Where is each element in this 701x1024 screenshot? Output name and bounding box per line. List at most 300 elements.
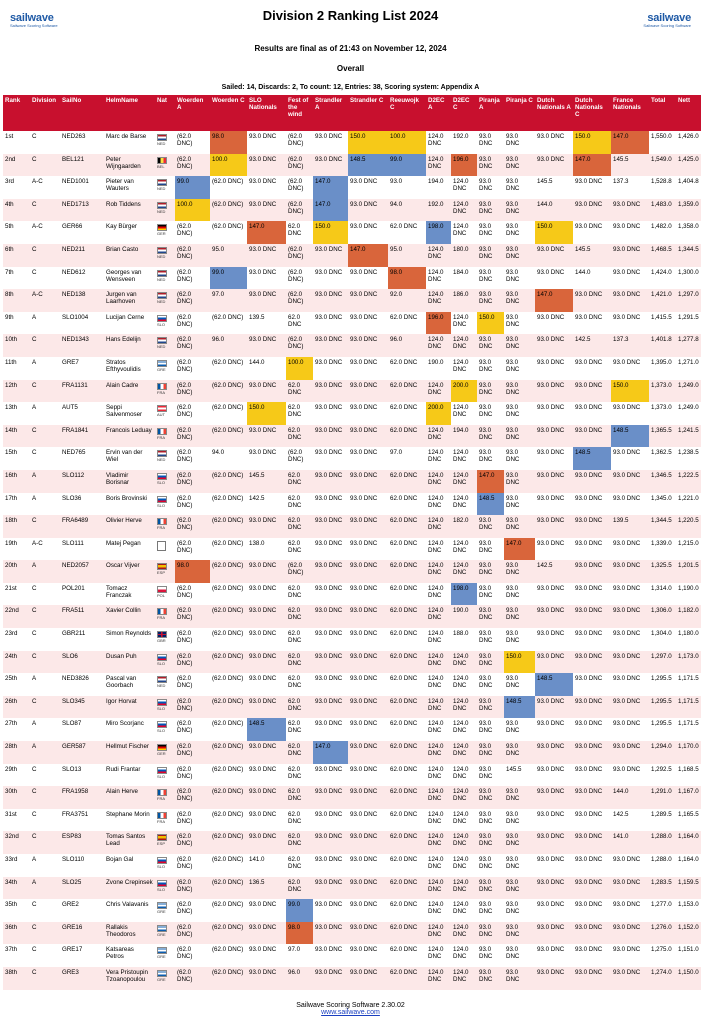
race-score-cell: 93.0 DNC xyxy=(313,831,348,854)
race-score-cell: 150.0 xyxy=(504,651,535,674)
table-row xyxy=(3,515,701,538)
flag-icon xyxy=(157,654,167,661)
helm-name-cell: Pascal van Goorbach xyxy=(104,673,155,696)
race-score-cell: (62.0 DNC) xyxy=(175,741,210,764)
race-score-cell: 99.0 xyxy=(388,154,426,177)
sail-number-cell: NED1343 xyxy=(60,334,104,357)
table-row xyxy=(3,944,701,967)
division-cell: A xyxy=(30,312,60,335)
race-score-cell: (62.0 DNC) xyxy=(175,854,210,877)
race-score-cell: 93.0 DNC xyxy=(477,764,504,787)
table-row xyxy=(3,402,701,425)
race-score-cell: 93.0 DNC xyxy=(535,922,573,945)
race-score-cell: 147.0 xyxy=(313,741,348,764)
race-score-cell: 98.0 xyxy=(210,131,247,154)
nation-code: SLO xyxy=(157,705,166,711)
race-score-cell: 93.0 DNC xyxy=(504,560,535,583)
ranking-body xyxy=(3,131,701,990)
rank-cell: 11th xyxy=(3,357,30,380)
race-score-cell: 93.0 DNC xyxy=(477,199,504,222)
race-score-cell: 93.0 DNC xyxy=(313,651,348,674)
race-score-cell: 93.0 DNC xyxy=(313,786,348,809)
race-score-cell: 93.0 DNC xyxy=(477,786,504,809)
race-score-cell: 124.0 DNC xyxy=(426,764,451,787)
race-score-cell: 93.0 DNC xyxy=(504,312,535,335)
sail-number-cell: NED2057 xyxy=(60,560,104,583)
division-cell: C xyxy=(30,380,60,403)
race-score-cell: 62.0 DNC xyxy=(286,877,313,900)
total-cell: 1,482.0 xyxy=(649,221,676,244)
race-score-cell: 93.0 DNC xyxy=(313,696,348,719)
race-score-cell: 93.0 DNC xyxy=(348,651,388,674)
table-row xyxy=(3,538,701,561)
race-score-cell: (62.0 DNC) xyxy=(210,470,247,493)
table-row xyxy=(3,447,701,470)
flag-icon xyxy=(157,496,167,503)
sail-number-cell: SLO112 xyxy=(60,470,104,493)
race-score-cell: (62.0 DNC) xyxy=(175,944,210,967)
nationality-cell xyxy=(155,718,175,741)
race-score-cell: 93.0 DNC xyxy=(611,357,649,380)
race-score-cell: 124.0 DNC xyxy=(451,221,477,244)
race-score-cell: 93.0 DNC xyxy=(313,809,348,832)
helm-name-cell: Simon Reynolds xyxy=(104,628,155,651)
race-score-cell: 93.0 DNC xyxy=(247,199,286,222)
race-score-cell: 93.0 DNC xyxy=(573,764,611,787)
race-score-cell: 93.0 DNC xyxy=(477,673,504,696)
race-score-cell: 93.0 DNC xyxy=(313,470,348,493)
race-score-cell: 124.0 DNC xyxy=(426,944,451,967)
race-score-cell: 93.0 DNC xyxy=(535,470,573,493)
rank-cell: 13th xyxy=(3,402,30,425)
race-score-cell: 93.0 DNC xyxy=(504,944,535,967)
nation-code: GER xyxy=(157,231,166,237)
race-score-cell: (62.0 DNC) xyxy=(210,944,247,967)
race-score-cell: 93.0 DNC xyxy=(348,718,388,741)
nation-code: AUT xyxy=(157,412,165,418)
race-score-cell: 148.5 xyxy=(504,696,535,719)
race-score-cell: 98.0 xyxy=(286,922,313,945)
race-score-cell: 62.0 DNC xyxy=(388,831,426,854)
total-cell: 1,306.0 xyxy=(649,605,676,628)
logo-text: sailwave xyxy=(10,12,54,24)
division-cell: C xyxy=(30,199,60,222)
table-row xyxy=(3,854,701,877)
race-score-cell: 93.0 DNC xyxy=(313,380,348,403)
race-score-cell: 141.0 xyxy=(247,854,286,877)
helm-name-cell: Olivier Herve xyxy=(104,515,155,538)
table-row xyxy=(3,967,701,990)
helm-name-cell: Bojan Gal xyxy=(104,854,155,877)
rank-cell: 36th xyxy=(3,922,30,945)
race-score-cell: 196.0 xyxy=(426,312,451,335)
nett-cell: 1,425.0 xyxy=(676,154,701,177)
race-score-cell: 93.0 DNC xyxy=(535,131,573,154)
race-score-cell: 93.0 DNC xyxy=(535,899,573,922)
race-score-cell: 93.0 DNC xyxy=(573,809,611,832)
nett-cell: 1,404.8 xyxy=(676,176,701,199)
race-score-cell: 62.0 DNC xyxy=(286,628,313,651)
race-score-cell: 93.0 DNC xyxy=(348,628,388,651)
race-score-cell: 93.0 DNC xyxy=(611,267,649,290)
race-score-cell: 93.0 DNC xyxy=(573,538,611,561)
race-score-cell: 145.5 xyxy=(573,244,611,267)
race-score-cell: 93.0 DNC xyxy=(535,831,573,854)
sail-number-cell: NED1713 xyxy=(60,199,104,222)
race-score-cell: 124.0 DNC xyxy=(426,786,451,809)
race-score-cell: 93.0 DNC xyxy=(504,515,535,538)
race-score-cell: 93.0 DNC xyxy=(477,380,504,403)
race-score-cell: 93.0 DNC xyxy=(535,357,573,380)
rank-cell: 25th xyxy=(3,673,30,696)
race-score-cell: 93.0 DNC xyxy=(247,967,286,990)
race-score-cell: 196.0 xyxy=(451,154,477,177)
race-score-cell: (62.0 DNC) xyxy=(210,854,247,877)
race-score-cell: 124.0 DNC xyxy=(451,922,477,945)
nationality-cell xyxy=(155,583,175,606)
race-score-cell: 93.0 DNC xyxy=(504,628,535,651)
race-score-cell: (62.0 DNC) xyxy=(175,651,210,674)
flag-icon xyxy=(157,315,167,322)
column-header: Woerden C xyxy=(210,95,247,131)
race-score-cell: 93.0 DNC xyxy=(535,651,573,674)
helm-name-cell: Brian Casto xyxy=(104,244,155,267)
helm-name-cell: Jurgen van Laarhoven xyxy=(104,289,155,312)
nett-cell: 1,238.5 xyxy=(676,447,701,470)
race-score-cell: 62.0 DNC xyxy=(286,515,313,538)
race-score-cell: 137.3 xyxy=(611,176,649,199)
race-score-cell: 62.0 DNC xyxy=(388,786,426,809)
nation-code: FRA xyxy=(157,434,165,440)
race-score-cell: 93.0 DNC xyxy=(504,244,535,267)
race-score-cell: 97.0 xyxy=(388,447,426,470)
race-score-cell: 98.0 xyxy=(388,267,426,290)
helm-name-cell: Rob Tiddens xyxy=(104,199,155,222)
helm-name-cell: Zvone Crepinsek xyxy=(104,877,155,900)
flag-icon xyxy=(157,608,167,615)
race-score-cell: (62.0 DNC) xyxy=(210,425,247,448)
race-score-cell: (62.0 DNC) xyxy=(210,199,247,222)
race-score-cell: 62.0 DNC xyxy=(286,764,313,787)
race-score-cell: 93.0 DNC xyxy=(611,696,649,719)
total-cell: 1,468.5 xyxy=(649,244,676,267)
race-score-cell: 124.0 DNC xyxy=(426,538,451,561)
race-score-cell: (62.0 DNC) xyxy=(210,221,247,244)
race-score-cell: (62.0 DNC) xyxy=(210,718,247,741)
race-score-cell: 139.5 xyxy=(611,515,649,538)
helm-name-cell: Peter Wijngaarden xyxy=(104,154,155,177)
nett-cell: 1,180.0 xyxy=(676,628,701,651)
division-cell: A xyxy=(30,402,60,425)
nationality-cell xyxy=(155,131,175,154)
nation-code: SLO xyxy=(157,728,166,734)
nett-cell: 1,173.0 xyxy=(676,651,701,674)
flag-icon xyxy=(157,518,167,525)
division-cell: A xyxy=(30,560,60,583)
division-cell: C xyxy=(30,583,60,606)
nett-cell: 1,190.0 xyxy=(676,583,701,606)
race-score-cell: 93.0 DNC xyxy=(611,199,649,222)
race-score-cell: 93.0 DNC xyxy=(611,854,649,877)
column-header: Dutch Nationals C xyxy=(573,95,611,131)
race-score-cell: 93.0 DNC xyxy=(313,854,348,877)
race-score-cell: (62.0 DNC) xyxy=(175,809,210,832)
race-score-cell: 93.0 DNC xyxy=(348,380,388,403)
race-score-cell: 124.0 DNC xyxy=(451,334,477,357)
race-score-cell: 93.0 DNC xyxy=(313,944,348,967)
race-score-cell: 198.0 xyxy=(451,583,477,606)
race-score-cell: 124.0 DNC xyxy=(451,493,477,516)
race-score-cell: 93.0 DNC xyxy=(348,493,388,516)
sail-number-cell: ESP83 xyxy=(60,831,104,854)
race-score-cell: 99.0 xyxy=(175,176,210,199)
division-cell: A xyxy=(30,877,60,900)
race-score-cell: 62.0 DNC xyxy=(286,854,313,877)
nationality-cell xyxy=(155,402,175,425)
race-score-cell: (62.0 DNC) xyxy=(210,899,247,922)
race-score-cell: 124.0 DNC xyxy=(451,786,477,809)
race-score-cell: 124.0 DNC xyxy=(451,673,477,696)
race-score-cell: 93.0 DNC xyxy=(611,312,649,335)
nation-code: GRE xyxy=(157,976,166,982)
race-score-cell: 96.0 xyxy=(210,334,247,357)
race-score-cell: 100.0 xyxy=(286,357,313,380)
race-score-cell: 93.0 DNC xyxy=(313,764,348,787)
sail-number-cell: GRE17 xyxy=(60,944,104,967)
race-score-cell: (62.0 DNC) xyxy=(175,831,210,854)
nation-code: NED xyxy=(157,253,166,259)
flag-icon xyxy=(157,383,167,390)
race-score-cell: (62.0 DNC) xyxy=(175,267,210,290)
race-score-cell: 93.0 DNC xyxy=(348,470,388,493)
race-score-cell: (62.0 DNC) xyxy=(286,560,313,583)
race-score-cell: 150.0 xyxy=(313,221,348,244)
race-score-cell: 93.0 DNC xyxy=(535,696,573,719)
nationality-cell xyxy=(155,538,175,561)
race-score-cell: 93.0 DNC xyxy=(348,357,388,380)
nationality-cell xyxy=(155,221,175,244)
race-score-cell: 93.0 DNC xyxy=(611,718,649,741)
table-row xyxy=(3,651,701,674)
race-score-cell: 150.0 xyxy=(348,131,388,154)
race-score-cell: 93.0 DNC xyxy=(535,538,573,561)
scoring-info: Sailed: 14, Discards: 2, To count: 12, Entries: 38, Scoring system: Appendix A xyxy=(221,84,480,91)
race-score-cell: 93.0 DNC xyxy=(477,357,504,380)
race-score-cell: 93.0 DNC xyxy=(611,673,649,696)
race-score-cell: (62.0 DNC) xyxy=(286,334,313,357)
race-score-cell: 139.5 xyxy=(247,312,286,335)
race-score-cell: 150.0 xyxy=(573,131,611,154)
race-score-cell: 93.0 DNC xyxy=(573,696,611,719)
table-row xyxy=(3,176,701,199)
race-score-cell: 93.0 DNC xyxy=(611,899,649,922)
rank-cell: 9th xyxy=(3,312,30,335)
race-score-cell: 93.0 DNC xyxy=(573,741,611,764)
table-row xyxy=(3,583,701,606)
total-cell: 1,304.0 xyxy=(649,628,676,651)
nation-code: NED xyxy=(157,208,166,214)
rank-cell: 1st xyxy=(3,131,30,154)
race-score-cell: 62.0 DNC xyxy=(388,696,426,719)
race-score-cell: 93.0 DNC xyxy=(477,289,504,312)
race-score-cell: 93.0 DNC xyxy=(477,560,504,583)
helm-name-cell: Hellmut Fischer xyxy=(104,741,155,764)
nationality-cell xyxy=(155,741,175,764)
race-score-cell: 97.0 xyxy=(286,944,313,967)
race-score-cell: 144.0 xyxy=(573,267,611,290)
race-score-cell: 138.0 xyxy=(247,538,286,561)
division-cell: C xyxy=(30,605,60,628)
section-heading: Overall xyxy=(336,64,365,73)
race-score-cell: 95.0 xyxy=(210,244,247,267)
nation-code: FRA xyxy=(157,525,165,531)
helm-name-cell: Lucijan Cerne xyxy=(104,312,155,335)
race-score-cell: 62.0 DNC xyxy=(286,741,313,764)
nett-cell: 1,151.0 xyxy=(676,944,701,967)
race-score-cell: 200.0 xyxy=(426,402,451,425)
nationality-cell xyxy=(155,515,175,538)
nationality-cell xyxy=(155,470,175,493)
nett-cell: 1,271.0 xyxy=(676,357,701,380)
sail-number-cell: GRE2 xyxy=(60,899,104,922)
race-score-cell: 93.0 DNC xyxy=(573,425,611,448)
race-score-cell: 137.3 xyxy=(611,334,649,357)
race-score-cell: 124.0 DNC xyxy=(426,922,451,945)
race-score-cell: 62.0 DNC xyxy=(388,899,426,922)
race-score-cell: 188.0 xyxy=(451,628,477,651)
race-score-cell: 93.0 DNC xyxy=(535,967,573,990)
race-score-cell: 93.0 DNC xyxy=(247,515,286,538)
division-cell: A-C xyxy=(30,176,60,199)
race-score-cell: 147.0 xyxy=(477,470,504,493)
race-score-cell: 93.0 DNC xyxy=(477,967,504,990)
flag-icon xyxy=(157,699,167,706)
race-score-cell: 124.0 DNC xyxy=(451,447,477,470)
race-score-cell: 93.0 DNC xyxy=(477,899,504,922)
division-cell: C xyxy=(30,244,60,267)
flag-icon xyxy=(157,134,167,141)
race-score-cell: 93.0 DNC xyxy=(348,944,388,967)
race-score-cell: 93.0 DNC xyxy=(504,922,535,945)
division-cell: C xyxy=(30,154,60,177)
nation-code: NED xyxy=(157,186,166,192)
race-score-cell: (62.0 DNC) xyxy=(286,447,313,470)
race-score-cell: 93.0 DNC xyxy=(247,154,286,177)
race-score-cell: 190.0 xyxy=(426,357,451,380)
column-header: Total xyxy=(649,95,676,131)
race-score-cell: (62.0 DNC) xyxy=(175,289,210,312)
nationality-cell xyxy=(155,334,175,357)
column-header: Strandler A xyxy=(313,95,348,131)
race-score-cell: 92.0 xyxy=(388,289,426,312)
race-score-cell: 93.0 DNC xyxy=(247,628,286,651)
helm-name-cell: Matej Pegan xyxy=(104,538,155,561)
table-row xyxy=(3,312,701,335)
race-score-cell: 93.0 DNC xyxy=(504,583,535,606)
race-score-cell: 93.0 DNC xyxy=(573,786,611,809)
race-score-cell: 93.0 DNC xyxy=(348,922,388,945)
race-score-cell: 93.0 DNC xyxy=(313,628,348,651)
race-score-cell: 93.0 DNC xyxy=(504,267,535,290)
race-score-cell: 62.0 DNC xyxy=(388,854,426,877)
helm-name-cell: Rallakis Theodoros xyxy=(104,922,155,945)
race-score-cell: (62.0 DNC) xyxy=(175,515,210,538)
race-score-cell: 93.0 DNC xyxy=(504,176,535,199)
sail-number-cell: GRE16 xyxy=(60,922,104,945)
column-header: Nat xyxy=(155,95,175,131)
logo-text: sailwave xyxy=(647,12,691,24)
race-score-cell: 62.0 DNC xyxy=(388,470,426,493)
race-score-cell: 93.0 DNC xyxy=(504,221,535,244)
rank-cell: 23rd xyxy=(3,628,30,651)
race-score-cell: 124.0 DNC xyxy=(451,402,477,425)
race-score-cell: 93.0 DNC xyxy=(247,809,286,832)
race-score-cell: 124.0 DNC xyxy=(451,651,477,674)
race-score-cell: 93.0 DNC xyxy=(573,221,611,244)
division-cell: C xyxy=(30,515,60,538)
race-score-cell: (62.0 DNC) xyxy=(210,312,247,335)
sail-number-cell: SLO110 xyxy=(60,854,104,877)
race-score-cell: 124.0 DNC xyxy=(426,560,451,583)
total-cell: 1,339.0 xyxy=(649,538,676,561)
race-score-cell: 93.0 DNC xyxy=(247,696,286,719)
helm-name-cell: Vera Pristoupin Tzoanopoulou xyxy=(104,967,155,990)
table-row xyxy=(3,267,701,290)
race-score-cell: 93.0 DNC xyxy=(573,831,611,854)
race-score-cell: 142.5 xyxy=(611,809,649,832)
nett-cell: 1,182.0 xyxy=(676,605,701,628)
nett-cell: 1,165.5 xyxy=(676,809,701,832)
race-score-cell: (62.0 DNC) xyxy=(210,605,247,628)
division-cell: C xyxy=(30,944,60,967)
race-score-cell: (62.0 DNC) xyxy=(175,244,210,267)
rank-cell: 22nd xyxy=(3,605,30,628)
race-score-cell: 62.0 DNC xyxy=(286,380,313,403)
race-score-cell: 124.0 DNC xyxy=(426,696,451,719)
rank-cell: 21st xyxy=(3,583,30,606)
nett-cell: 1,164.0 xyxy=(676,831,701,854)
sail-number-cell: AUT5 xyxy=(60,402,104,425)
race-score-cell: 93.0 DNC xyxy=(348,605,388,628)
race-score-cell: 62.0 DNC xyxy=(388,944,426,967)
race-score-cell: 93.0 DNC xyxy=(535,786,573,809)
nation-code: ESP xyxy=(157,570,166,576)
sailwave-link[interactable]: www.sailwave.com xyxy=(321,1009,380,1016)
column-header: Strandler C xyxy=(348,95,388,131)
race-score-cell: 93.0 DNC xyxy=(611,470,649,493)
nationality-cell xyxy=(155,944,175,967)
division-cell: C xyxy=(30,922,60,945)
table-row xyxy=(3,831,701,854)
sail-number-cell: FRA6489 xyxy=(60,515,104,538)
race-score-cell: 124.0 DNC xyxy=(451,199,477,222)
race-score-cell: 93.0 DNC xyxy=(504,718,535,741)
race-score-cell: 93.0 DNC xyxy=(504,402,535,425)
race-score-cell: 93.0 DNC xyxy=(504,786,535,809)
race-score-cell: (62.0 DNC) xyxy=(175,899,210,922)
nationality-cell xyxy=(155,199,175,222)
race-score-cell: 147.0 xyxy=(348,244,388,267)
race-score-cell: (62.0 DNC) xyxy=(175,470,210,493)
race-score-cell: (62.0 DNC) xyxy=(210,967,247,990)
race-score-cell: 62.0 DNC xyxy=(286,696,313,719)
nation-code: SLO xyxy=(157,773,166,779)
division-cell: C xyxy=(30,786,60,809)
total-cell: 1,421.0 xyxy=(649,289,676,312)
nation-code: FRA xyxy=(157,796,165,802)
race-score-cell: 93.0 DNC xyxy=(313,899,348,922)
nett-cell: 1,153.0 xyxy=(676,899,701,922)
